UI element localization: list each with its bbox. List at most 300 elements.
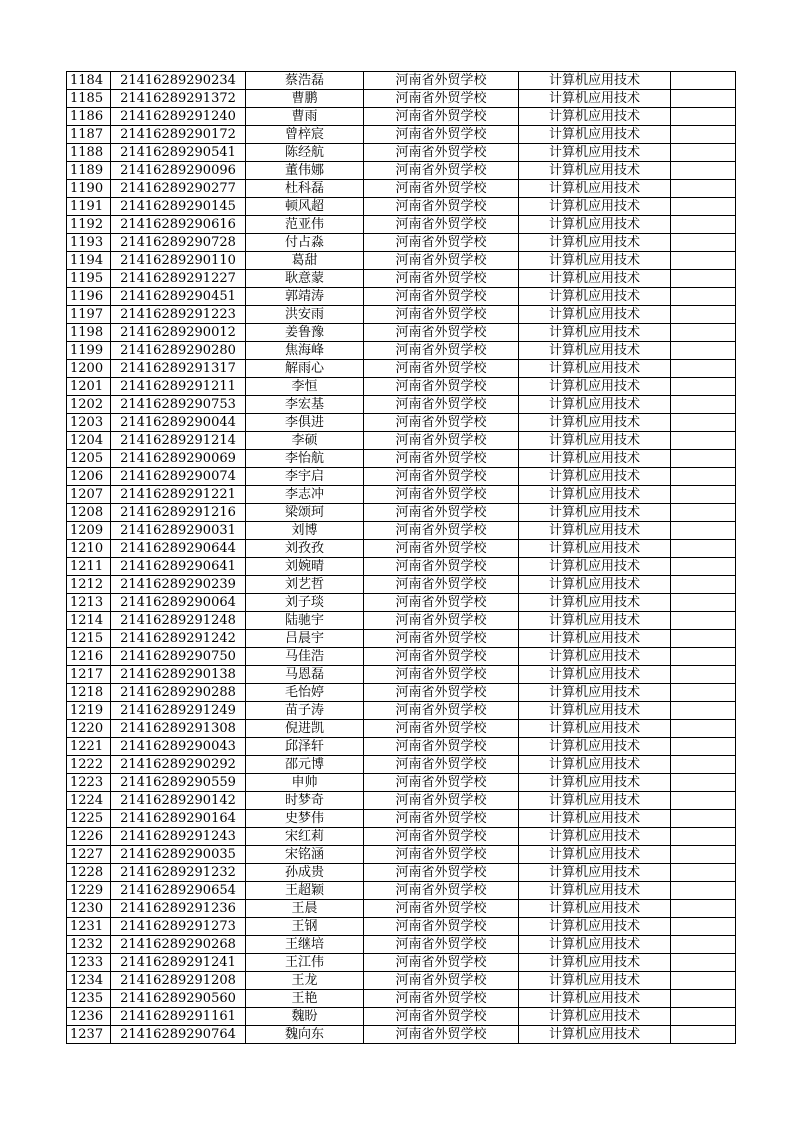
row-number-cell: 1228	[67, 864, 111, 882]
table-row	[67, 306, 736, 324]
school-cell: 河南省外贸学校	[364, 522, 519, 540]
school-cell: 河南省外贸学校	[364, 486, 519, 504]
table-row	[67, 72, 736, 90]
table-row	[67, 720, 736, 738]
student-name-cell: 王艳	[246, 990, 364, 1008]
student-name-cell: 苗子涛	[246, 702, 364, 720]
empty-cell	[671, 972, 736, 990]
student-id-cell: 21416289291216	[111, 504, 246, 522]
major-cell: 计算机应用技术	[519, 936, 671, 954]
table-row	[67, 342, 736, 360]
table-row	[67, 666, 736, 684]
student-id-cell: 21416289291221	[111, 486, 246, 504]
table-row	[67, 1008, 736, 1026]
row-number-cell: 1224	[67, 792, 111, 810]
student-id-cell: 21416289290044	[111, 414, 246, 432]
table-row	[67, 684, 736, 702]
empty-cell	[671, 1008, 736, 1026]
school-cell: 河南省外贸学校	[364, 144, 519, 162]
major-cell: 计算机应用技术	[519, 792, 671, 810]
student-name-cell: 王龙	[246, 972, 364, 990]
student-id-cell: 21416289290064	[111, 594, 246, 612]
row-number-cell: 1205	[67, 450, 111, 468]
row-number-cell: 1207	[67, 486, 111, 504]
row-number-cell: 1230	[67, 900, 111, 918]
student-name-cell: 曾梓宸	[246, 126, 364, 144]
school-cell: 河南省外贸学校	[364, 180, 519, 198]
major-cell: 计算机应用技术	[519, 504, 671, 522]
major-cell: 计算机应用技术	[519, 342, 671, 360]
empty-cell	[671, 540, 736, 558]
school-cell: 河南省外贸学校	[364, 342, 519, 360]
table-row	[67, 522, 736, 540]
empty-cell	[671, 126, 736, 144]
empty-cell	[671, 1026, 736, 1044]
row-number-cell: 1223	[67, 774, 111, 792]
student-name-cell: 邵元博	[246, 756, 364, 774]
row-number-cell: 1214	[67, 612, 111, 630]
empty-cell	[671, 144, 736, 162]
school-cell: 河南省外贸学校	[364, 1026, 519, 1044]
empty-cell	[671, 846, 736, 864]
student-id-cell: 21416289290750	[111, 648, 246, 666]
major-cell: 计算机应用技术	[519, 900, 671, 918]
major-cell: 计算机应用技术	[519, 252, 671, 270]
student-name-cell: 李宇启	[246, 468, 364, 486]
major-cell: 计算机应用技术	[519, 630, 671, 648]
student-id-cell: 21416289290031	[111, 522, 246, 540]
empty-cell	[671, 378, 736, 396]
student-name-cell: 杜科磊	[246, 180, 364, 198]
major-cell: 计算机应用技术	[519, 144, 671, 162]
row-number-cell: 1184	[67, 72, 111, 90]
student-id-cell: 21416289290069	[111, 450, 246, 468]
major-cell: 计算机应用技术	[519, 918, 671, 936]
empty-cell	[671, 432, 736, 450]
school-cell: 河南省外贸学校	[364, 216, 519, 234]
student-name-cell: 刘博	[246, 522, 364, 540]
row-number-cell: 1212	[67, 576, 111, 594]
school-cell: 河南省外贸学校	[364, 936, 519, 954]
major-cell: 计算机应用技术	[519, 360, 671, 378]
student-name-cell: 梁颂珂	[246, 504, 364, 522]
empty-cell	[671, 360, 736, 378]
student-name-cell: 刘艺哲	[246, 576, 364, 594]
student-id-cell: 21416289291372	[111, 90, 246, 108]
major-cell: 计算机应用技术	[519, 306, 671, 324]
row-number-cell: 1187	[67, 126, 111, 144]
major-cell: 计算机应用技术	[519, 72, 671, 90]
major-cell: 计算机应用技术	[519, 990, 671, 1008]
major-cell: 计算机应用技术	[519, 702, 671, 720]
student-name-cell: 李宏基	[246, 396, 364, 414]
student-id-cell: 21416289290641	[111, 558, 246, 576]
table-row	[67, 378, 736, 396]
major-cell: 计算机应用技术	[519, 288, 671, 306]
major-cell: 计算机应用技术	[519, 396, 671, 414]
major-cell: 计算机应用技术	[519, 522, 671, 540]
student-id-cell: 21416289290559	[111, 774, 246, 792]
student-id-cell: 21416289291317	[111, 360, 246, 378]
table-row	[67, 630, 736, 648]
major-cell: 计算机应用技术	[519, 720, 671, 738]
student-name-cell: 王超颖	[246, 882, 364, 900]
student-name-cell: 焦海峰	[246, 342, 364, 360]
empty-cell	[671, 756, 736, 774]
student-name-cell: 王钢	[246, 918, 364, 936]
school-cell: 河南省外贸学校	[364, 1008, 519, 1026]
student-name-cell: 毛怡婷	[246, 684, 364, 702]
school-cell: 河南省外贸学校	[364, 558, 519, 576]
empty-cell	[671, 864, 736, 882]
table-row	[67, 1026, 736, 1044]
student-name-cell: 李恒	[246, 378, 364, 396]
major-cell: 计算机应用技术	[519, 108, 671, 126]
table-row	[67, 90, 736, 108]
major-cell: 计算机应用技术	[519, 558, 671, 576]
row-number-cell: 1235	[67, 990, 111, 1008]
row-number-cell: 1193	[67, 234, 111, 252]
student-name-cell: 申帅	[246, 774, 364, 792]
student-name-cell: 宋铭涵	[246, 846, 364, 864]
major-cell: 计算机应用技术	[519, 972, 671, 990]
major-cell: 计算机应用技术	[519, 180, 671, 198]
student-id-cell: 21416289291241	[111, 954, 246, 972]
student-id-cell: 21416289290753	[111, 396, 246, 414]
student-name-cell: 顿风超	[246, 198, 364, 216]
empty-cell	[671, 468, 736, 486]
student-name-cell: 魏盼	[246, 1008, 364, 1026]
table-row	[67, 900, 736, 918]
empty-cell	[671, 576, 736, 594]
student-id-cell: 21416289290728	[111, 234, 246, 252]
student-id-cell: 21416289290280	[111, 342, 246, 360]
row-number-cell: 1217	[67, 666, 111, 684]
row-number-cell: 1232	[67, 936, 111, 954]
school-cell: 河南省外贸学校	[364, 828, 519, 846]
school-cell: 河南省外贸学校	[364, 648, 519, 666]
empty-cell	[671, 900, 736, 918]
student-name-cell: 刘子琰	[246, 594, 364, 612]
row-number-cell: 1190	[67, 180, 111, 198]
row-number-cell: 1211	[67, 558, 111, 576]
table-row	[67, 864, 736, 882]
student-name-cell: 李志冲	[246, 486, 364, 504]
student-id-cell: 21416289291223	[111, 306, 246, 324]
table-row	[67, 360, 736, 378]
student-name-cell: 王继培	[246, 936, 364, 954]
school-cell: 河南省外贸学校	[364, 306, 519, 324]
major-cell: 计算机应用技术	[519, 162, 671, 180]
major-cell: 计算机应用技术	[519, 468, 671, 486]
empty-cell	[671, 234, 736, 252]
major-cell: 计算机应用技术	[519, 594, 671, 612]
empty-cell	[671, 594, 736, 612]
row-number-cell: 1189	[67, 162, 111, 180]
row-number-cell: 1216	[67, 648, 111, 666]
table-row	[67, 774, 736, 792]
student-name-cell: 洪安雨	[246, 306, 364, 324]
table-row	[67, 252, 736, 270]
student-id-cell: 21416289290644	[111, 540, 246, 558]
school-cell: 河南省外贸学校	[364, 468, 519, 486]
row-number-cell: 1219	[67, 702, 111, 720]
student-id-cell: 21416289290560	[111, 990, 246, 1008]
school-cell: 河南省外贸学校	[364, 72, 519, 90]
table-row	[67, 468, 736, 486]
table-row	[67, 126, 736, 144]
empty-cell	[671, 396, 736, 414]
table-body	[67, 72, 736, 1044]
student-name-cell: 陆驰宇	[246, 612, 364, 630]
student-name-cell: 刘婉晴	[246, 558, 364, 576]
table-row	[67, 918, 736, 936]
student-id-cell: 21416289290012	[111, 324, 246, 342]
school-cell: 河南省外贸学校	[364, 810, 519, 828]
major-cell: 计算机应用技术	[519, 432, 671, 450]
student-id-cell: 21416289290164	[111, 810, 246, 828]
empty-cell	[671, 180, 736, 198]
school-cell: 河南省外贸学校	[364, 450, 519, 468]
major-cell: 计算机应用技术	[519, 864, 671, 882]
major-cell: 计算机应用技术	[519, 378, 671, 396]
row-number-cell: 1210	[67, 540, 111, 558]
school-cell: 河南省外贸学校	[364, 918, 519, 936]
student-id-cell: 21416289290654	[111, 882, 246, 900]
row-number-cell: 1229	[67, 882, 111, 900]
row-number-cell: 1231	[67, 918, 111, 936]
empty-cell	[671, 450, 736, 468]
table-row	[67, 648, 736, 666]
empty-cell	[671, 216, 736, 234]
empty-cell	[671, 198, 736, 216]
row-number-cell: 1204	[67, 432, 111, 450]
table-row	[67, 882, 736, 900]
empty-cell	[671, 738, 736, 756]
table-row	[67, 810, 736, 828]
row-number-cell: 1208	[67, 504, 111, 522]
school-cell: 河南省外贸学校	[364, 360, 519, 378]
table-row	[67, 576, 736, 594]
student-id-cell: 21416289290145	[111, 198, 246, 216]
student-id-cell: 21416289290234	[111, 72, 246, 90]
empty-cell	[671, 720, 736, 738]
school-cell: 河南省外贸学校	[364, 126, 519, 144]
student-id-cell: 21416289291227	[111, 270, 246, 288]
student-id-cell: 21416289291243	[111, 828, 246, 846]
major-cell: 计算机应用技术	[519, 846, 671, 864]
row-number-cell: 1200	[67, 360, 111, 378]
table-row	[67, 234, 736, 252]
empty-cell	[671, 90, 736, 108]
table-row	[67, 504, 736, 522]
empty-cell	[671, 612, 736, 630]
school-cell: 河南省外贸学校	[364, 864, 519, 882]
major-cell: 计算机应用技术	[519, 540, 671, 558]
empty-cell	[671, 882, 736, 900]
student-name-cell: 曹雨	[246, 108, 364, 126]
school-cell: 河南省外贸学校	[364, 846, 519, 864]
major-cell: 计算机应用技术	[519, 756, 671, 774]
empty-cell	[671, 702, 736, 720]
table-row	[67, 144, 736, 162]
student-name-cell: 倪进凯	[246, 720, 364, 738]
school-cell: 河南省外贸学校	[364, 594, 519, 612]
empty-cell	[671, 684, 736, 702]
table-row	[67, 936, 736, 954]
empty-cell	[671, 270, 736, 288]
student-id-cell: 21416289290764	[111, 1026, 246, 1044]
row-number-cell: 1188	[67, 144, 111, 162]
empty-cell	[671, 648, 736, 666]
empty-cell	[671, 918, 736, 936]
school-cell: 河南省外贸学校	[364, 162, 519, 180]
empty-cell	[671, 666, 736, 684]
student-id-cell: 21416289290074	[111, 468, 246, 486]
student-name-cell: 李硕	[246, 432, 364, 450]
school-cell: 河南省外贸学校	[364, 378, 519, 396]
student-id-cell: 21416289290138	[111, 666, 246, 684]
row-number-cell: 1226	[67, 828, 111, 846]
major-cell: 计算机应用技术	[519, 486, 671, 504]
student-name-cell: 王晨	[246, 900, 364, 918]
student-name-cell: 王江伟	[246, 954, 364, 972]
student-name-cell: 孙成贵	[246, 864, 364, 882]
row-number-cell: 1220	[67, 720, 111, 738]
student-id-cell: 21416289291161	[111, 1008, 246, 1026]
student-id-cell: 21416289290277	[111, 180, 246, 198]
student-id-cell: 21416289291211	[111, 378, 246, 396]
student-name-cell: 宋红莉	[246, 828, 364, 846]
student-name-cell: 董伟娜	[246, 162, 364, 180]
major-cell: 计算机应用技术	[519, 738, 671, 756]
major-cell: 计算机应用技术	[519, 828, 671, 846]
row-number-cell: 1221	[67, 738, 111, 756]
student-id-cell: 21416289291232	[111, 864, 246, 882]
student-name-cell: 曹鹏	[246, 90, 364, 108]
major-cell: 计算机应用技术	[519, 684, 671, 702]
row-number-cell: 1197	[67, 306, 111, 324]
school-cell: 河南省外贸学校	[364, 234, 519, 252]
row-number-cell: 1218	[67, 684, 111, 702]
school-cell: 河南省外贸学校	[364, 270, 519, 288]
student-id-cell: 21416289290288	[111, 684, 246, 702]
school-cell: 河南省外贸学校	[364, 612, 519, 630]
student-id-cell: 21416289291308	[111, 720, 246, 738]
student-name-cell: 魏向东	[246, 1026, 364, 1044]
major-cell: 计算机应用技术	[519, 90, 671, 108]
row-number-cell: 1203	[67, 414, 111, 432]
major-cell: 计算机应用技术	[519, 450, 671, 468]
row-number-cell: 1191	[67, 198, 111, 216]
empty-cell	[671, 522, 736, 540]
student-name-cell: 陈经航	[246, 144, 364, 162]
student-id-cell: 21416289290142	[111, 792, 246, 810]
row-number-cell: 1202	[67, 396, 111, 414]
student-name-cell: 马恩磊	[246, 666, 364, 684]
student-name-cell: 史梦伟	[246, 810, 364, 828]
school-cell: 河南省外贸学校	[364, 738, 519, 756]
student-id-cell: 21416289290541	[111, 144, 246, 162]
row-number-cell: 1199	[67, 342, 111, 360]
student-id-cell: 21416289290616	[111, 216, 246, 234]
student-id-cell: 21416289290096	[111, 162, 246, 180]
table-row	[67, 558, 736, 576]
table-row	[67, 216, 736, 234]
school-cell: 河南省外贸学校	[364, 990, 519, 1008]
row-number-cell: 1196	[67, 288, 111, 306]
school-cell: 河南省外贸学校	[364, 792, 519, 810]
table-row	[67, 270, 736, 288]
row-number-cell: 1195	[67, 270, 111, 288]
table-row	[67, 954, 736, 972]
student-list-table	[66, 71, 736, 1044]
table-row	[67, 180, 736, 198]
student-id-cell: 21416289291214	[111, 432, 246, 450]
table-row	[67, 972, 736, 990]
student-id-cell: 21416289291273	[111, 918, 246, 936]
empty-cell	[671, 72, 736, 90]
table-row	[67, 324, 736, 342]
student-id-cell: 21416289290043	[111, 738, 246, 756]
table-row	[67, 756, 736, 774]
empty-cell	[671, 828, 736, 846]
student-name-cell: 马佳浩	[246, 648, 364, 666]
row-number-cell: 1227	[67, 846, 111, 864]
student-id-cell: 21416289290110	[111, 252, 246, 270]
table-row	[67, 432, 736, 450]
row-number-cell: 1192	[67, 216, 111, 234]
table-row	[67, 108, 736, 126]
row-number-cell: 1215	[67, 630, 111, 648]
major-cell: 计算机应用技术	[519, 666, 671, 684]
student-id-cell: 21416289291208	[111, 972, 246, 990]
table-row	[67, 990, 736, 1008]
school-cell: 河南省外贸学校	[364, 756, 519, 774]
major-cell: 计算机应用技术	[519, 810, 671, 828]
student-name-cell: 郭靖涛	[246, 288, 364, 306]
student-name-cell: 范亚伟	[246, 216, 364, 234]
student-name-cell: 姜鲁豫	[246, 324, 364, 342]
major-cell: 计算机应用技术	[519, 270, 671, 288]
empty-cell	[671, 342, 736, 360]
school-cell: 河南省外贸学校	[364, 90, 519, 108]
table-row	[67, 396, 736, 414]
table-row	[67, 414, 736, 432]
student-id-cell: 21416289290172	[111, 126, 246, 144]
school-cell: 河南省外贸学校	[364, 720, 519, 738]
table-row	[67, 792, 736, 810]
row-number-cell: 1225	[67, 810, 111, 828]
school-cell: 河南省外贸学校	[364, 774, 519, 792]
major-cell: 计算机应用技术	[519, 882, 671, 900]
row-number-cell: 1201	[67, 378, 111, 396]
student-name-cell: 解雨心	[246, 360, 364, 378]
student-name-cell: 付占淼	[246, 234, 364, 252]
major-cell: 计算机应用技术	[519, 234, 671, 252]
table-row	[67, 288, 736, 306]
student-name-cell: 时梦奇	[246, 792, 364, 810]
major-cell: 计算机应用技术	[519, 216, 671, 234]
school-cell: 河南省外贸学校	[364, 882, 519, 900]
empty-cell	[671, 486, 736, 504]
student-id-cell: 21416289290451	[111, 288, 246, 306]
table-row	[67, 828, 736, 846]
empty-cell	[671, 936, 736, 954]
row-number-cell: 1209	[67, 522, 111, 540]
empty-cell	[671, 558, 736, 576]
school-cell: 河南省外贸学校	[364, 108, 519, 126]
